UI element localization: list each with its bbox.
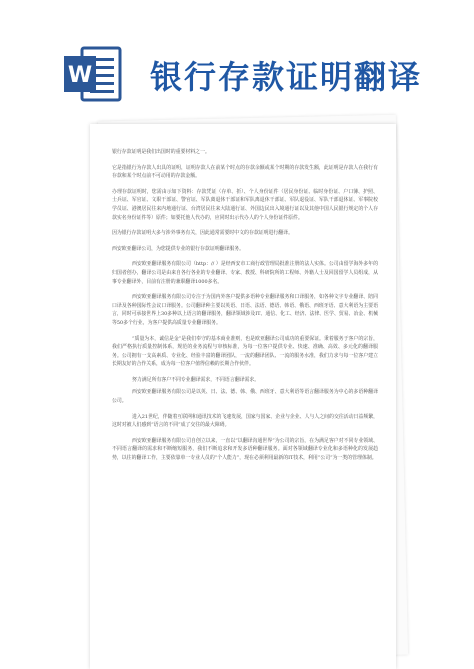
paragraph-company-intro: 西安欧亚翻译服务有限公司（http：// ）是经西安市工商行政管理局批准注册的法人实体。公司由留学海外多年的归国者创办，翻译公司是由来自各行各业的专业翻译、专家、教授、科研院所的工程师、外籍人士及回国留学人员组成，从事专业翻译外，目前有注册的兼职翻译1000多名。: [112, 261, 378, 285]
paragraph-21st-century: 进入21世纪，伴随着互联网和通讯技术的飞速发展，国家与国家、企业与企业、人与人之间的交往活动日益频繁，这时对被人们感到“语言的不同”成了交往的最大障碍。: [112, 413, 378, 429]
word-document-icon: [60, 42, 124, 106]
paragraph-translation-need: 因为银行存款证明大多与涉外事务有关，因此通常需要时中文的存款证明进行翻译。: [112, 230, 293, 237]
paragraph-intro: 银行存款证明是我们出国时的重要材料之一。: [112, 149, 210, 155]
document-page: [90, 124, 396, 669]
paragraph-quality: “质量为本，诚信是金”是我们奉守的基本商业准则，也是欧亚翻译公司成功的重要保证。秉着服务于客户的宗旨，我们严格执行质量控制体系，规范的业务流程与审核标准，为每一位客户提供专业、快速、准确、高效、多元化的翻译服务。公司拥有一支高素质、专业化、经验丰富的翻译团队，一流的翻译团队、一流的服务水准，我们力求与每一位客户建立长期友好的合作关系，成为每一位客户值得信赖的长期合作伙伴。: [112, 335, 378, 368]
paragraph-requirements: 办理存款证明时，您需由示如下资料：存款凭证（存单、折）、个人身份证件（居民身份证、临时身份证、户口簿、护照、士兵证、军官证、文职干部证、警官证、军队离退休干部证和军队离退休干部证、军队退役证、军队干部退休证、军事院校学员证、港澳居民往来内地通行证、台湾居民往来大陆通行证、外国边民出入境通行证以及其他中国人民银行规定的个人存款实名身份证件等）原件；如要托他人代办的，应同时出示代办人的个人身份证件原件。: [112, 188, 378, 221]
paragraph-company-history: 西安欧亚翻译服务有限公司自创立以来，一直以“以翻译沟通世界”为公司的宗旨，在为满足客户对不同专业领域、不同语言翻译的需求和不断缩短服务，我们不断追求和开发多语种翻译服务。面对各领域翻译专业化和多语种化的发展趋势，以往的翻译工作，主要依靠单一专业人员的“个人能力”，现在必须利用最新的IT技术，利用“公司”为一类的管理体制。: [112, 437, 378, 462]
paragraph-language-center: 西安欧亚翻译服务有限公司是以英、日、法、德、韩、俄、西班牙、意大利语等语言翻译服务为中心的多语种翻译公司。: [112, 389, 378, 405]
paragraph-service-offer: 西安欧亚翻译公司，为您提供专业的银行存款证明翻译服务。: [112, 245, 245, 252]
paragraph-commitment: 努力满足所有客户不同专业翻译需求，不同语言翻译需求。: [132, 376, 260, 383]
paragraph-languages: 西安欧亚翻译服务有限公司专注于为国内外客户提供多语种专业翻译服务和口译服务，如各种文字专业翻译、陪同口译及各种国际性会议口译服务。公司翻译种主要以英语、日语、法语、德语、韩语、俄语、西班牙语、意大利语为主要语言，同时可承接世界上30多种以上语言的翻译服务，翻译领域涉及IT、通信、化工、经济、法律、医学、贸易、冶金、机械等50多个行业，为客户提供高质量专业翻译服务。: [112, 294, 378, 326]
word-icon-letter: W: [67, 63, 93, 88]
page-title: 银行存款证明翻译: [150, 58, 423, 96]
paragraph-definition: 它是指银行为存款人出具的证明，证明存款人在前某个时点的存款余额或某个时期的存款发生额，此证明是存款人在我行有存款和某个时点前不可动用的存款金额。: [112, 164, 378, 180]
header-banner: [0, 0, 474, 120]
